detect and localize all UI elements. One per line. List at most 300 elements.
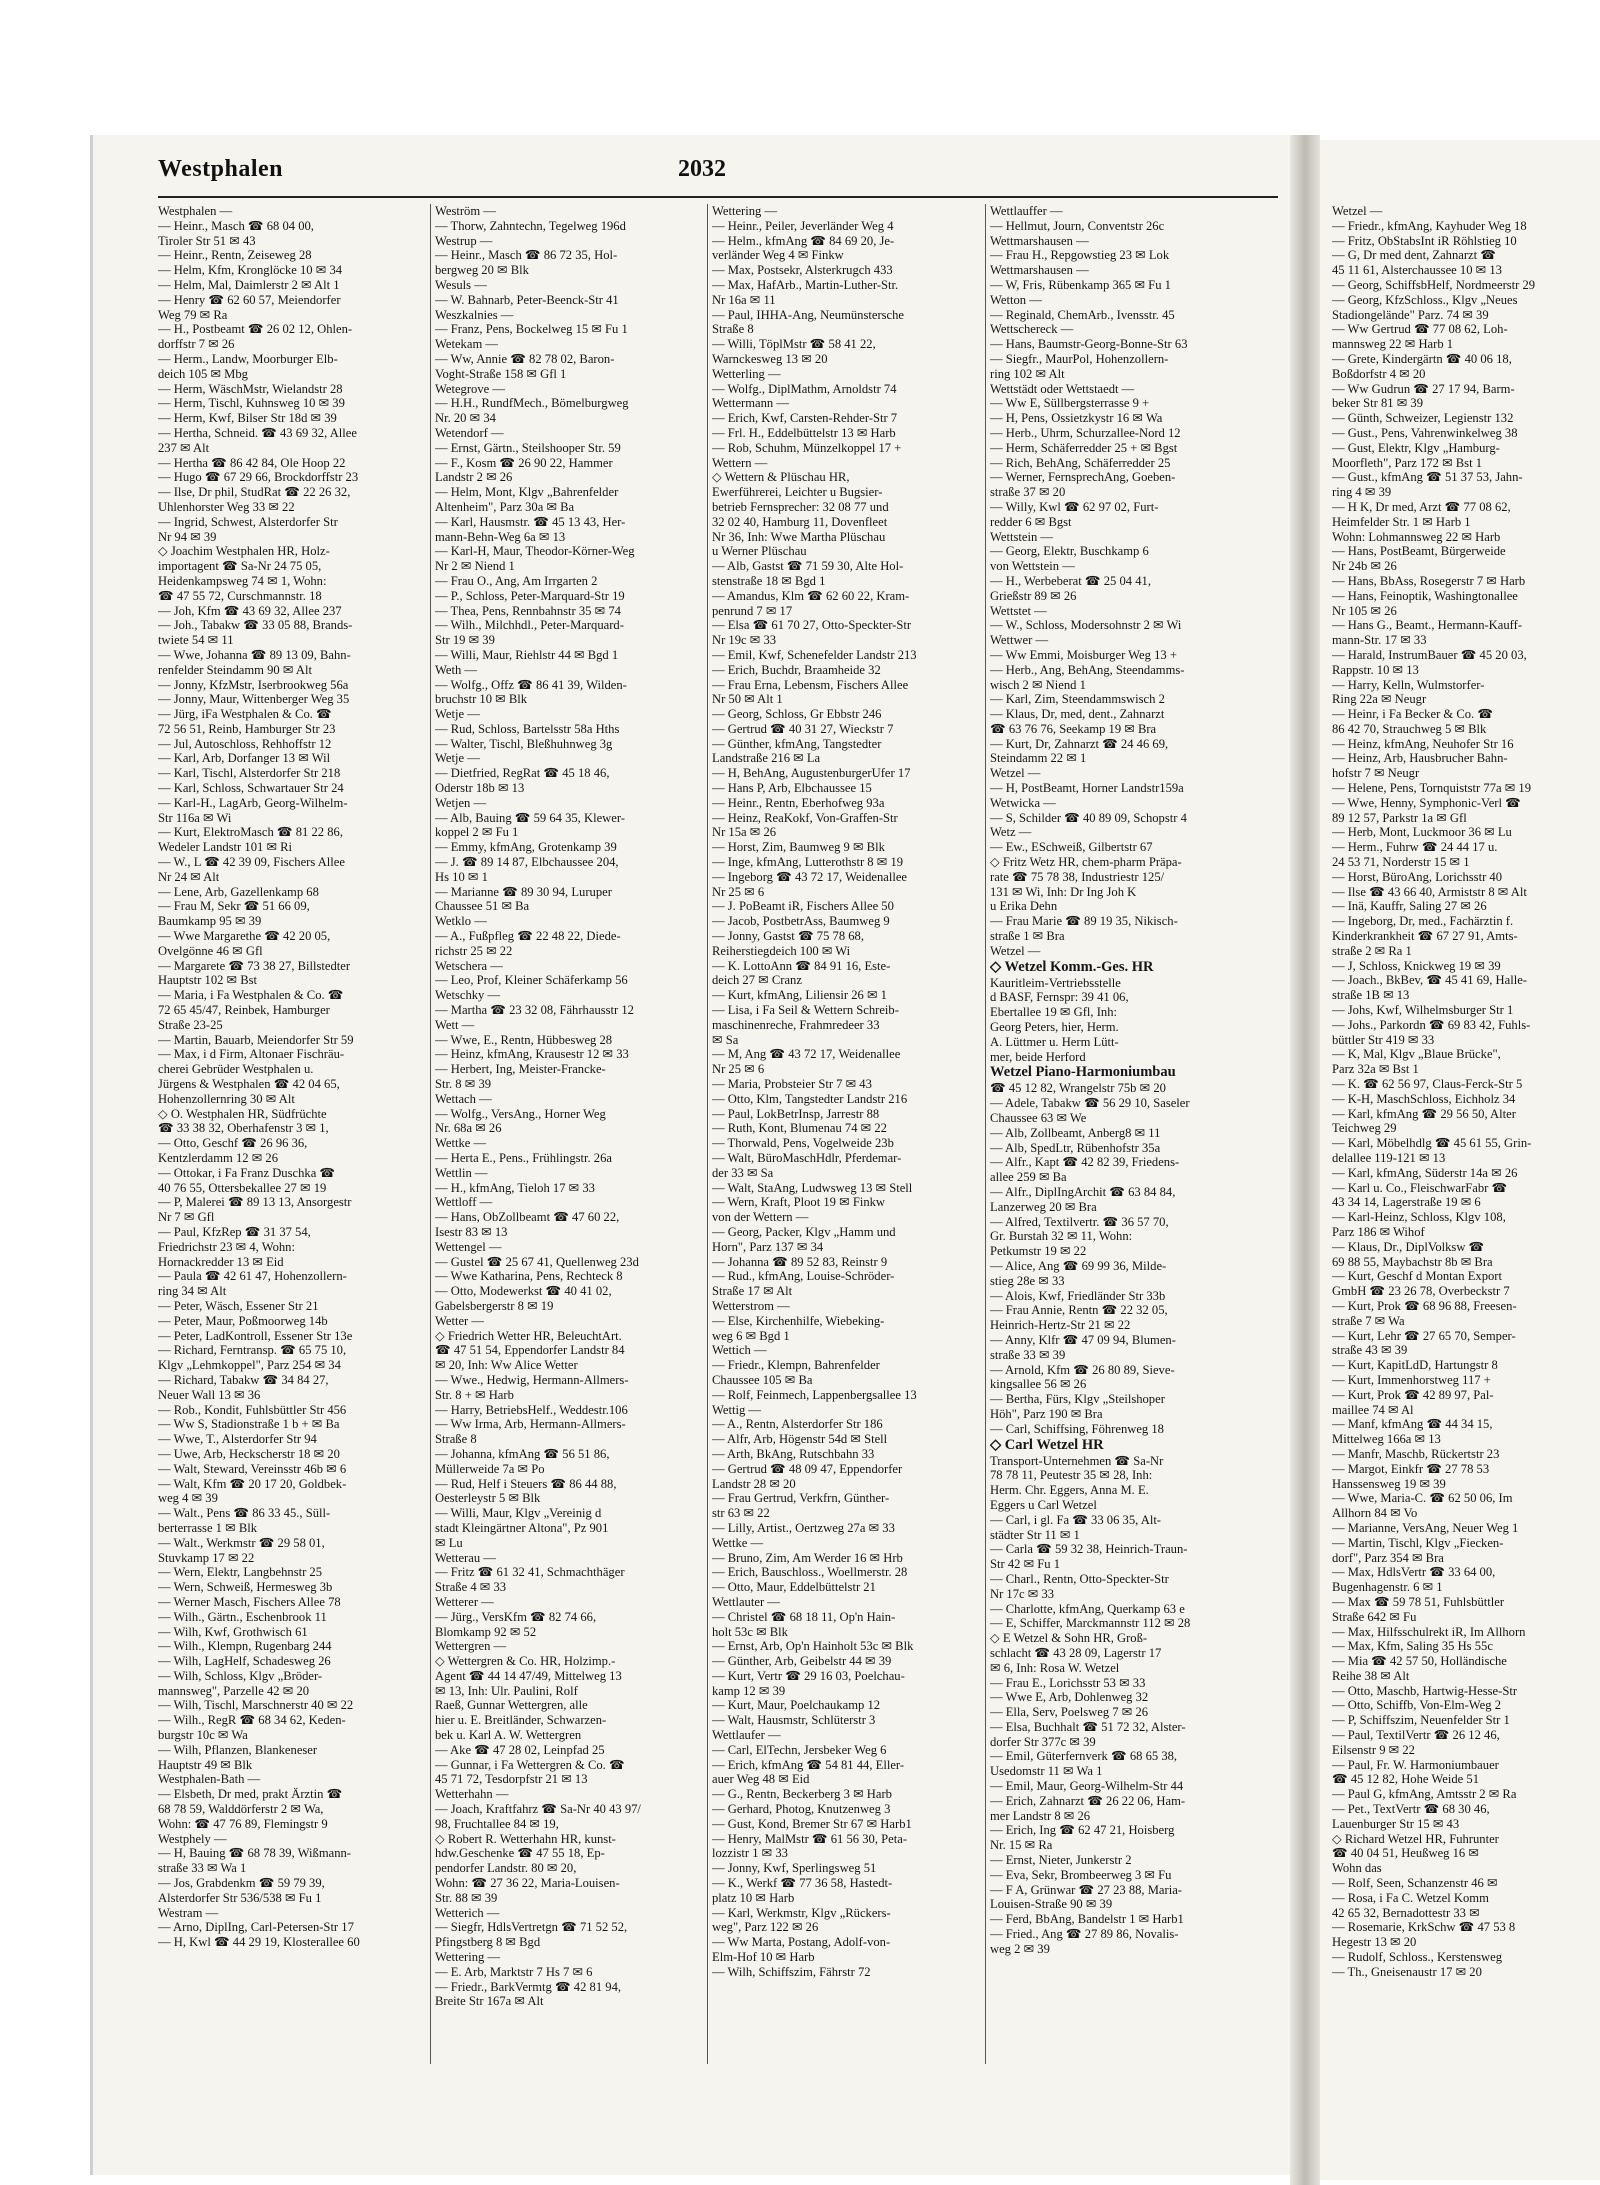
directory-entry-line: 42 65 32, Bernadottestr 33 ✉ bbox=[1332, 1905, 1480, 1920]
directory-entry-line: — Ww Gertrud ☎ 77 08 62, Loh- bbox=[1332, 322, 1508, 337]
directory-entry-line: mer Landstr 8 ✉ 26 bbox=[990, 1808, 1091, 1823]
directory-entry-line: — Ernst, Gärtn., Steilshooper Str. 59 bbox=[435, 440, 621, 455]
directory-entry-line: der 33 ✉ Sa bbox=[712, 1165, 774, 1180]
directory-entry-line: Boßdorfstr 4 ✉ 20 bbox=[1332, 366, 1426, 381]
directory-entry-line: — Ww, Annie ☎ 82 78 02, Baron- bbox=[435, 351, 615, 366]
directory-entry-line: ◇ O. Westphalen HR, Südfrüchte bbox=[158, 1106, 327, 1121]
directory-entry-line: Wetwicka — bbox=[990, 795, 1056, 810]
directory-entry-line: Landstr 28 ✉ 20 bbox=[712, 1476, 796, 1491]
directory-entry-line: — Rud, Helf i Steuers ☎ 86 44 88, bbox=[435, 1476, 617, 1491]
directory-entry-line: — Kurt, Lehr ☎ 27 65 70, Semper- bbox=[1332, 1328, 1516, 1343]
directory-entry-line: Agent ☎ 44 14 47/49, Mittelweg 13 bbox=[435, 1668, 622, 1683]
directory-entry-line: — Heinr., Rentn, Zeiseweg 28 bbox=[158, 248, 312, 263]
directory-entry-line: — Herm, Kwf, Bilser Str 18d ✉ 39 bbox=[158, 411, 337, 426]
directory-entry-line: — Werner Masch, Fischers Allee 78 bbox=[158, 1594, 341, 1609]
directory-entry-line: — Marianne, VersAng, Neuer Weg 1 bbox=[1332, 1520, 1519, 1535]
directory-entry-line: — Rudolf, Schloss., Kerstensweg bbox=[1332, 1950, 1503, 1965]
directory-entry-line: Wetzel — bbox=[990, 943, 1041, 958]
directory-entry-line: — Gunnar, i Fa Wettergren & Co. ☎ bbox=[435, 1757, 625, 1772]
directory-entry-line: — Max, Postsekr, Alsterkrugch 433 bbox=[712, 263, 893, 278]
directory-entry-line: weg 4 ✉ 39 bbox=[158, 1491, 218, 1506]
directory-entry-line: — Wilh, Kwf, Grothwisch 61 bbox=[158, 1624, 308, 1639]
directory-entry-line: Bugenhagenstr. 6 ✉ 1 bbox=[1332, 1580, 1443, 1595]
directory-entry-line: pendorfer Landstr. 80 ✉ 20, bbox=[435, 1861, 577, 1876]
directory-entry-line: — Margot, Einkfr ☎ 27 78 53 bbox=[1332, 1461, 1490, 1476]
directory-entry-line: auer Weg 48 ✉ Eid bbox=[712, 1772, 810, 1787]
directory-entry-line: — Maria, i Fa Westphalen & Co. ☎ bbox=[158, 988, 344, 1003]
directory-entry-line: Straße 8 bbox=[712, 322, 754, 337]
directory-entry-line: — Kurt, KapitLdD, Hartungstr 8 bbox=[1332, 1358, 1498, 1373]
directory-entry-line: — Walt, Kfm ☎ 20 17 20, Goldbek- bbox=[158, 1476, 347, 1491]
directory-entry-line: — Wwe, Maria-C. ☎ 62 50 06, Im bbox=[1332, 1491, 1513, 1506]
directory-entry-line: Hauptstr 49 ✉ Blk bbox=[158, 1757, 253, 1772]
directory-entry-line: burgstr 10c ✉ Wa bbox=[158, 1728, 248, 1743]
directory-entry-line: Nr 17c ✉ 33 bbox=[990, 1586, 1055, 1601]
directory-entry-line: — Max, i d Firm, Altonaer Fischräu- bbox=[158, 1047, 345, 1062]
directory-entry-line: Wetzel — bbox=[1332, 204, 1383, 218]
directory-entry-line: — Herbert, Ing, Meister-Francke- bbox=[435, 1062, 606, 1077]
directory-entry-line: Nr. 68a ✉ 26 bbox=[435, 1121, 502, 1136]
directory-entry-line: — Jacob, PostbetrAss, Baumweg 9 bbox=[712, 914, 890, 929]
directory-entry-line: stieg 28e ✉ 33 bbox=[990, 1273, 1065, 1288]
directory-entry-line: — Willy, Kwl ☎ 62 97 02, Furt- bbox=[990, 499, 1159, 514]
directory-entry-line: — Wwe, Johanna ☎ 89 13 09, Bahn- bbox=[158, 647, 351, 662]
directory-entry-line: — W., Schloss, Modersohnstr 2 ✉ Wi bbox=[990, 618, 1182, 633]
directory-entry-line: ☎ 40 04 51, Heußweg 16 ✉ bbox=[1332, 1846, 1479, 1861]
directory-entry-line: — Jürg., VersKfm ☎ 82 74 66, bbox=[435, 1609, 597, 1624]
directory-entry-line: berterrasse 1 ✉ Blk bbox=[158, 1520, 258, 1535]
directory-entry-line: — K., Werkf ☎ 77 36 58, Hastedt- bbox=[712, 1876, 893, 1891]
directory-entry-line: ◇ Friedrich Wetter HR, BeleuchtArt. bbox=[435, 1328, 622, 1343]
directory-entry-line: mann-Str. 17 ✉ 33 bbox=[1332, 633, 1427, 648]
directory-entry-line: — Wern, Elektr, Langbehnstr 25 bbox=[158, 1565, 323, 1580]
directory-entry-line: — Joh., Tabakw ☎ 33 05 88, Brands- bbox=[158, 618, 353, 633]
directory-entry-line: von Wettstein — bbox=[990, 559, 1075, 574]
directory-entry-line: 98, Fruchtallee 84 ✉ 19, bbox=[435, 1816, 559, 1831]
directory-entry-line: — Kurt, Vertr ☎ 29 16 03, Poelchau- bbox=[712, 1668, 905, 1683]
directory-entry-line: — Karl, Tischl, Alsterdorfer Str 218 bbox=[158, 766, 341, 781]
directory-entry-line: — Heinr., Rentn, Eberhofweg 93a bbox=[712, 795, 885, 810]
directory-entry-line: Wettengel — bbox=[435, 1239, 502, 1254]
directory-entry-line: — M, Ang ☎ 43 72 17, Weidenallee bbox=[712, 1047, 901, 1062]
directory-entry-line: dorffstr 7 ✉ 26 bbox=[158, 337, 235, 352]
directory-entry-line: — Wern, Schweiß, Hermesweg 3b bbox=[158, 1580, 333, 1595]
directory-entry-line: von der Wettern — bbox=[712, 1210, 809, 1225]
directory-entry-line: Wetendorf — bbox=[435, 425, 504, 440]
directory-entry-line: 45 11 61, Alsterchaussee 10 ✉ 13 bbox=[1332, 263, 1502, 278]
directory-entry-line: — H, Pens, Ossietzkystr 16 ✉ Wa bbox=[990, 411, 1163, 426]
directory-entry-line: — Klaus, Dr, med, dent., Zahnarzt bbox=[990, 707, 1165, 722]
directory-entry-line: Wettlin — bbox=[435, 1165, 488, 1180]
directory-entry-line: straße 33 ✉ Wa 1 bbox=[158, 1861, 247, 1876]
directory-entry-line: — Wilh, Pflanzen, Blankeneser bbox=[158, 1742, 318, 1757]
directory-entry-line: ring 102 ✉ Alt bbox=[990, 366, 1065, 381]
directory-entry-line: lozzistr 1 ✉ 33 bbox=[712, 1846, 788, 1861]
directory-entry-line: — Frau Erna, Lebensm, Fischers Allee bbox=[712, 677, 909, 692]
directory-entry-line: Ebertallee 19 ✉ Gfl, Inh: bbox=[990, 1005, 1118, 1020]
directory-entry-line: — Wilh., Gärtn., Eschenbrook 11 bbox=[158, 1609, 327, 1624]
directory-entry-line: Weth — bbox=[435, 662, 478, 677]
directory-entry-line: — Ww S, Stadionstraße 1 b + ✉ Ba bbox=[158, 1417, 340, 1432]
directory-entry-line: Str. 8 ✉ 39 bbox=[435, 1077, 492, 1092]
directory-entry-line: — Frau E., Lorichsstr 53 ✉ 33 bbox=[990, 1675, 1146, 1690]
directory-entry-line: büttler Str 419 ✉ 33 bbox=[1332, 1032, 1435, 1047]
directory-entry-line: Wettstein — bbox=[990, 529, 1053, 544]
directory-entry-line: — Lisa, i Fa Seil & Wettern Schreib- bbox=[712, 1003, 899, 1018]
directory-entry-line: — Georg, Packer, Klgv „Hamm und bbox=[712, 1224, 896, 1239]
directory-entry-line: Isestr 83 ✉ 13 bbox=[435, 1224, 508, 1239]
directory-entry-line: — Ilse ☎ 43 66 40, Armiststr 8 ✉ Alt bbox=[1332, 884, 1527, 899]
directory-entry-line: — Reginald, ChemArb., Ivensstr. 45 bbox=[990, 307, 1175, 322]
directory-entry-line: Landstr 2 ✉ 26 bbox=[435, 470, 513, 485]
directory-entry-line: Neuer Wall 13 ✉ 36 bbox=[158, 1387, 261, 1402]
directory-entry-line: straße 7 ✉ Wa bbox=[1332, 1313, 1405, 1328]
directory-entry-line: — Rolf, Seen, Schanzenstr 46 ✉ bbox=[1332, 1876, 1498, 1891]
directory-entry-line: — H., Postbeamt ☎ 26 02 12, Ohlen- bbox=[158, 322, 353, 337]
directory-entry-line: — Paul, TextilVertr ☎ 26 12 46, bbox=[1332, 1728, 1500, 1743]
directory-entry-line: Petkumstr 19 ✉ 22 bbox=[990, 1244, 1087, 1259]
directory-entry-line: Wetjen — bbox=[435, 795, 487, 810]
directory-entry-line: — Max ☎ 59 78 51, Fuhlsbüttler bbox=[1332, 1594, 1505, 1609]
directory-entry-line: — Rud, Schloss, Bartelsstr 58a Hths bbox=[435, 721, 620, 736]
directory-entry-line: weg 2 ✉ 39 bbox=[990, 1941, 1050, 1956]
directory-entry-line: — Elsa ☎ 61 70 27, Otto-Speckter-Str bbox=[712, 618, 912, 633]
directory-entry-line: — Karl, Werkmstr, Klgv „Rückers- bbox=[712, 1905, 891, 1920]
directory-entry-line: rate ☎ 75 78 38, Industriestr 125/ bbox=[990, 869, 1165, 884]
directory-entry-line: Wetegrove — bbox=[435, 381, 505, 396]
directory-entry-line: — Wwe Margarethe ☎ 42 20 05, bbox=[158, 929, 331, 944]
directory-entry-line: — Dietfried, RegRat ☎ 45 18 46, bbox=[435, 766, 610, 781]
directory-entry-line: 72 56 51, Reinb, Hamburger Str 23 bbox=[158, 721, 336, 736]
directory-entry-line: — Gust., Pens, Vahrenwinkelweg 38 bbox=[1332, 425, 1518, 440]
directory-entry-line: Müllerweide 7a ✉ Po bbox=[435, 1461, 545, 1476]
directory-entry-line: — F., Kosm ☎ 26 90 22, Hammer bbox=[435, 455, 613, 470]
directory-entry-line: — Martin, Bauarb, Meiendorfer Str 59 bbox=[158, 1032, 354, 1047]
directory-entry-line: — Erich, kfmAng ☎ 54 81 44, Eller- bbox=[712, 1757, 905, 1772]
directory-entry-line: Nr 36, Inh: Wwe Martha Plüschau bbox=[712, 529, 886, 544]
directory-entry-line: Oesterleystr 5 ✉ Blk bbox=[435, 1491, 541, 1506]
directory-entry-line: u Werner Plüschau bbox=[712, 544, 807, 559]
directory-entry-line: — Otto, Geschf ☎ 26 96 36, bbox=[158, 1136, 308, 1151]
directory-entry-line: — Walt, StaAng, Ludwsweg 13 ✉ Stell bbox=[712, 1180, 913, 1195]
directory-entry-line: — Kurt, Prok ☎ 68 96 88, Freesen- bbox=[1332, 1298, 1517, 1313]
directory-column-3 bbox=[712, 204, 982, 2064]
directory-entry-line: Landstraße 216 ✉ La bbox=[712, 751, 821, 766]
directory-entry-line: Wetter — bbox=[435, 1313, 484, 1328]
directory-entry-line: verländer Weg 4 ✉ Finkw bbox=[712, 248, 844, 263]
directory-entry-line: — Ella, Serv, Poelsweg 7 ✉ 26 bbox=[990, 1705, 1149, 1720]
directory-entry-line: — Hans, Baumstr-Georg-Bonne-Str 63 bbox=[990, 337, 1188, 352]
directory-entry-line: Rappstr. 10 ✉ 13 bbox=[1332, 662, 1419, 677]
directory-entry-line: — Jos, Grabdenkm ☎ 59 79 39, bbox=[158, 1876, 325, 1891]
directory-entry-line: Wettlauffer — bbox=[990, 204, 1063, 218]
directory-entry-line: — Gust., kfmAng ☎ 51 37 53, Jahn- bbox=[1332, 470, 1523, 485]
directory-entry-line: — Karl, Schloss, Schwartauer Str 24 bbox=[158, 781, 344, 796]
directory-entry-line: — Johs., Parkordn ☎ 69 83 42, Fuhls- bbox=[1332, 1017, 1531, 1032]
directory-entry-line: beker Str 81 ✉ 39 bbox=[1332, 396, 1423, 411]
directory-entry-line: Straße 23-25 bbox=[158, 1017, 223, 1032]
directory-entry-line: — Erich, Zahnarzt ☎ 26 22 06, Ham- bbox=[990, 1793, 1186, 1808]
directory-entry-line: bergweg 20 ✉ Blk bbox=[435, 263, 529, 278]
directory-entry-line: Horn", Parz 137 ✉ 34 bbox=[712, 1239, 824, 1254]
directory-entry-line: Allhorn 84 ✉ Vo bbox=[1332, 1506, 1418, 1521]
directory-entry-line: Wetje — bbox=[435, 751, 480, 766]
directory-entry-line: — Günther, Arb, Geibelstr 44 ✉ 39 bbox=[712, 1654, 892, 1669]
directory-entry-line: — Wwe, E., Rentn, Hübbesweg 28 bbox=[435, 1032, 613, 1047]
directory-entry-line: Weström — bbox=[435, 204, 496, 218]
directory-entry-line: Nr. 20 ✉ 34 bbox=[435, 411, 496, 426]
directory-entry-line: — Carla ☎ 59 32 38, Heinrich-Traun- bbox=[990, 1542, 1188, 1557]
directory-entry-line: Parz 186 ✉ Wihof bbox=[1332, 1224, 1425, 1239]
directory-entry-line: — Franz, Pens, Bockelweg 15 ✉ Fu 1 bbox=[435, 322, 628, 337]
page-header bbox=[158, 156, 1278, 196]
directory-entry-line: Mittelweg 166a ✉ 13 bbox=[1332, 1432, 1441, 1447]
directory-entry-line: — Ww Gudrun ☎ 27 17 94, Barm- bbox=[1332, 381, 1515, 396]
directory-entry-line: Weszkalnies — bbox=[435, 307, 514, 322]
directory-entry-line: — Lilly, Artist., Oertzweg 27a ✉ 33 bbox=[712, 1520, 895, 1535]
directory-entry-line: — Paul, KfzRep ☎ 31 37 54, bbox=[158, 1224, 311, 1239]
directory-entry-line: — H, Bauing ☎ 68 78 39, Wißmann- bbox=[158, 1846, 351, 1861]
directory-entry-line: 86 42 70, Strauchweg 5 ✉ Blk bbox=[1332, 721, 1487, 736]
directory-entry-line: — Joach, Kraftfahrz ☎ Sa-Nr 40 43 97/ bbox=[435, 1802, 641, 1817]
directory-entry-line: Wetzel — bbox=[990, 766, 1041, 781]
directory-entry-line: Lanzerweg 20 ✉ Bra bbox=[990, 1199, 1097, 1214]
directory-entry-line: wisch 2 ✉ Niend 1 bbox=[990, 677, 1086, 692]
directory-entry-line: platz 10 ✉ Harb bbox=[712, 1890, 795, 1905]
directory-entry-line: — Hertha ☎ 86 42 84, Ole Hoop 22 bbox=[158, 455, 346, 470]
directory-entry-line: deich 105 ✉ Mbg bbox=[158, 366, 248, 381]
directory-entry-line: — Leo, Prof, Kleiner Schäferkamp 56 bbox=[435, 973, 628, 988]
directory-entry-line: Str. 88 ✉ 39 bbox=[435, 1890, 498, 1905]
directory-entry-line: stenstraße 18 ✉ Bgd 1 bbox=[712, 573, 826, 588]
directory-entry-line: Wettstädt oder Wettstaedt — bbox=[990, 381, 1135, 396]
directory-entry-line: — Friedr., kfmAng, Kayhuder Weg 18 bbox=[1332, 218, 1527, 233]
directory-entry-line: Chaussee 51 ✉ Ba bbox=[435, 899, 530, 914]
directory-entry-line: redder 6 ✉ Bgst bbox=[990, 514, 1072, 529]
directory-entry-line: Wettich — bbox=[712, 1343, 767, 1358]
directory-entry-line: Wohn: ☎ 47 76 89, Flemingstr 9 bbox=[158, 1816, 328, 1831]
directory-entry-line: — Alfr., Kapt ☎ 42 82 39, Friedens- bbox=[990, 1155, 1180, 1170]
directory-entry-line: — Ww Emmi, Moisburger Weg 13 + bbox=[990, 647, 1177, 662]
directory-entry-line: ◇ Wettergren & Co. HR, Holzimp.- bbox=[435, 1654, 616, 1669]
directory-entry-line: — Erich, Ing ☎ 62 47 21, Hoisberg bbox=[990, 1823, 1175, 1838]
directory-entry-line: importagent ☎ Sa-Nr 24 75 05, bbox=[158, 559, 322, 574]
directory-entry-line: ◇ E Wetzel & Sohn HR, Groß- bbox=[990, 1631, 1148, 1646]
directory-entry-line: Hanssensweg 19 ✉ 39 bbox=[1332, 1476, 1446, 1491]
directory-entry-line: 32 02 40, Hamburg 11, Dovenfleet bbox=[712, 514, 888, 529]
directory-entry-line: — Hans, ObZollbeamt ☎ 47 60 22, bbox=[435, 1210, 620, 1225]
directory-entry-line: — Elsa, Buchhalt ☎ 51 72 32, Alster- bbox=[990, 1719, 1186, 1734]
directory-entry-line: Nr 2 ✉ Niend 1 bbox=[435, 559, 515, 574]
directory-entry-line: Straße 8 bbox=[435, 1432, 477, 1447]
directory-entry-line: — Herm, Schäferredder 25 + ✉ Bgst bbox=[990, 440, 1178, 455]
directory-entry-line: — Hans, BbAss, Rosegerstr 7 ✉ Harb bbox=[1332, 573, 1526, 588]
directory-entry-line: — Peter, Maur, Poßmoorweg 14b bbox=[158, 1313, 328, 1328]
directory-entry-line: dorfer Str 377c ✉ 39 bbox=[990, 1734, 1096, 1749]
directory-entry-line: — Carl, i gl. Fa ☎ 33 06 35, Alt- bbox=[990, 1512, 1162, 1527]
directory-entry-line: — Gust, Elektr, Klgv „Hamburg- bbox=[1332, 440, 1500, 455]
directory-entry-line: — Rosemarie, KrkSchw ☎ 47 53 8 bbox=[1332, 1920, 1516, 1935]
directory-entry-line: hofstr 7 ✉ Neugr bbox=[1332, 766, 1420, 781]
directory-entry-line: — Joh, Kfm ☎ 43 69 32, Allee 237 bbox=[158, 603, 342, 618]
directory-entry-line: — Pet., TextVertr ☎ 68 30 46, bbox=[1332, 1802, 1490, 1817]
directory-entry-line: Straße 4 ✉ 33 bbox=[435, 1580, 507, 1595]
directory-entry-line: — Wilh, LagHelf, Schadesweg 26 bbox=[158, 1654, 331, 1669]
directory-entry-line: bruchstr 10 ✉ Blk bbox=[435, 692, 528, 707]
directory-entry-line: Usedomstr 11 ✉ Wa 1 bbox=[990, 1764, 1103, 1779]
directory-entry-line: Kentzlerdamm 12 ✉ 26 bbox=[158, 1151, 279, 1165]
directory-entry-line: ☎ 47 51 54, Eppendorfer Landstr 84 bbox=[435, 1343, 625, 1358]
directory-entry-line: — Mia ☎ 42 57 50, Holländische bbox=[1332, 1654, 1507, 1669]
directory-entry-line: — Willi, Maur, Klgv „Vereinig d bbox=[435, 1506, 602, 1521]
directory-entry-line: — Rud., kfmAng, Louise-Schröder- bbox=[712, 1269, 895, 1284]
directory-entry-line: ☎ 45 12 82, Wrangelstr 75b ✉ 20 bbox=[990, 1081, 1166, 1096]
directory-entry-line: — Wwe., Hedwig, Hermann-Allmers- bbox=[435, 1372, 629, 1387]
directory-entry-line: — Erich, Kwf, Carsten-Rehder-Str 7 bbox=[712, 411, 898, 426]
directory-entry-line: — Karl-H., LagArb, Georg-Wilhelm- bbox=[158, 795, 348, 810]
directory-entry-line: — Heinz, kfmAng, Neuhofer Str 16 bbox=[1332, 736, 1514, 751]
directory-entry-line: Alsterdorfer Str 536/538 ✉ Fu 1 bbox=[158, 1890, 322, 1905]
column-divider bbox=[985, 204, 986, 2064]
directory-entry-line: — Martha ☎ 23 32 08, Fährhausstr 12 bbox=[435, 1003, 634, 1018]
directory-entry-line: — Ingeborg ☎ 43 72 17, Weidenallee bbox=[712, 869, 908, 884]
directory-entry-line: Pfingstberg 8 ✉ Bgd bbox=[435, 1935, 541, 1950]
directory-entry-line: Nr 15a ✉ 26 bbox=[712, 825, 777, 840]
directory-entry-line: — Inge, kfmAng, Lutterothstr 8 ✉ 19 bbox=[712, 855, 904, 870]
directory-entry-line: — Henry ☎ 62 60 57, Meiendorfer bbox=[158, 292, 341, 307]
directory-entry-line: — J. PoBeamt iR, Fischers Allee 50 bbox=[712, 899, 894, 914]
directory-entry-line: — K, Mal, Klgv „Blaue Brücke", bbox=[1332, 1047, 1501, 1062]
directory-entry-line: — Paul, LokBetrInsp, Jarrestr 88 bbox=[712, 1106, 880, 1121]
directory-entry-line: Altenheim", Parz 30a ✉ Ba bbox=[435, 499, 575, 514]
directory-entry-line: — Christel ☎ 68 18 11, Op'n Hain- bbox=[712, 1609, 896, 1624]
directory-entry-line: — Frau O., Ang, Am Irrgarten 2 bbox=[435, 573, 598, 588]
directory-entry-line: Wettlaufer — bbox=[712, 1728, 781, 1743]
directory-entry-line: Herm. Chr. Eggers, Anna M. E. bbox=[990, 1483, 1149, 1498]
directory-entry-line: — Helm., kfmAng ☎ 84 69 20, Je- bbox=[712, 233, 895, 248]
directory-entry-line: — Ernst, Arb, Op'n Hainholt 53c ✉ Blk bbox=[712, 1639, 914, 1654]
directory-entry-line: Wohn: Lohmannsweg 22 ✉ Harb bbox=[1332, 529, 1501, 544]
directory-entry-line: — E, Schiffer, Marckmannstr 112 ✉ 28 bbox=[990, 1616, 1191, 1631]
directory-entry-line: Jürgens & Westphalen ☎ 42 04 65, bbox=[158, 1077, 340, 1092]
directory-entry-line: Chaussee 63 ✉ We bbox=[990, 1111, 1087, 1126]
directory-entry-line: — Walt, Steward, Vereinsstr 46b ✉ 6 bbox=[158, 1461, 347, 1476]
directory-entry-line: mannsweg 22 ✉ Harb 1 bbox=[1332, 337, 1454, 352]
directory-entry-line: — E. Arb, Marktstr 7 Hs 7 ✉ 6 bbox=[435, 1964, 593, 1979]
directory-entry-line: — Fritz ☎ 61 32 41, Schmachthäger bbox=[435, 1565, 625, 1580]
directory-entry-line: ✉ Lu bbox=[435, 1535, 463, 1550]
directory-entry-line: Gr. Burstah 32 ✉ 11, Wohn: bbox=[990, 1229, 1133, 1244]
directory-entry-line: ☎ 45 12 82, Hohe Weide 51 bbox=[1332, 1772, 1480, 1787]
directory-entry-line: Wettering — bbox=[712, 204, 778, 218]
directory-column-1 bbox=[158, 204, 428, 2064]
directory-entry-line: — Günther, kfmAng, Tangstedter bbox=[712, 736, 882, 751]
directory-entry-line: — Alb, Gastst ☎ 71 59 30, Alte Hol- bbox=[712, 559, 904, 574]
directory-entry-line: Hs 10 ✉ 1 bbox=[435, 869, 488, 884]
directory-entry-line: Breite Str 167a ✉ Alt bbox=[435, 1994, 544, 2009]
directory-entry-line: — A., Rentn, Alsterdorfer Str 186 bbox=[712, 1417, 883, 1432]
directory-entry-line: maschinenreche, Frahmredeer 33 bbox=[712, 1017, 880, 1032]
directory-entry-line: Nr 25 ✉ 6 bbox=[712, 884, 765, 899]
directory-entry-line: — Ruth, Kont, Blumenau 74 ✉ 22 bbox=[712, 1121, 887, 1136]
directory-entry-line: — Joach., BkBev, ☎ 45 41 69, Halle- bbox=[1332, 973, 1527, 988]
directory-entry-line: — Hugo ☎ 67 29 66, Brockdorffstr 23 bbox=[158, 470, 359, 485]
directory-entry-line: Wetton — bbox=[990, 292, 1042, 307]
directory-entry-line: Wettmarshausen — bbox=[990, 263, 1089, 278]
page-number: 2032 bbox=[678, 156, 726, 182]
directory-entry-line: Nr 94 ✉ 39 bbox=[158, 529, 217, 544]
directory-entry-line: ◇ Richard Wetzel HR, Fuhrunter bbox=[1332, 1831, 1499, 1846]
directory-entry-line: allee 259 ✉ Ba bbox=[990, 1170, 1067, 1185]
directory-entry-line: 24 53 71, Norderstr 15 ✉ 1 bbox=[1332, 855, 1470, 870]
directory-entry-line: — Frl. H., Eddelbüttelstr 13 ✉ Harb bbox=[712, 425, 896, 440]
directory-entry-line: — Herb., Ang, BehAng, Steendamms- bbox=[990, 662, 1185, 677]
directory-entry-line: Heinrich-Hertz-Str 21 ✉ 22 bbox=[990, 1318, 1131, 1333]
directory-entry-line: mer, beide Herford bbox=[990, 1049, 1086, 1064]
directory-entry-line: — Siegfr, HdlsVertretgn ☎ 71 52 52, bbox=[435, 1920, 628, 1935]
directory-entry-line: — G, Dr med dent, Zahnarzt ☎ bbox=[1332, 248, 1496, 263]
directory-entry-line: — W, Fris, Rübenkamp 365 ✉ Fu 1 bbox=[990, 277, 1171, 292]
directory-entry-line: weg 6 ✉ Bgd 1 bbox=[712, 1328, 790, 1343]
directory-entry-line: str 63 ✉ 22 bbox=[712, 1506, 770, 1521]
directory-entry-line: — Th., Gneisenaustr 17 ✉ 20 bbox=[1332, 1964, 1482, 1979]
directory-entry-line: städter Str 11 ✉ 1 bbox=[990, 1527, 1080, 1542]
directory-entry-line: — Kurt, Maur, Poelchaukamp 12 bbox=[712, 1698, 881, 1713]
directory-entry-line: — Herm., Landw, Moorburger Elb- bbox=[158, 351, 338, 366]
directory-entry-line: Uhlenhorster Weg 33 ✉ 22 bbox=[158, 499, 295, 514]
directory-entry-line: Wettmarshausen — bbox=[990, 233, 1089, 248]
directory-entry-line: — Wwe E, Arb, Dohlenweg 32 bbox=[990, 1690, 1149, 1705]
directory-entry-line: koppel 2 ✉ Fu 1 bbox=[435, 825, 519, 840]
directory-entry-line: — Richard, Ferntransp. ☎ 65 75 10, bbox=[158, 1343, 347, 1358]
directory-entry-line: — Martin, Tischl, Klgv „Fiecken- bbox=[1332, 1535, 1504, 1550]
directory-entry-line: — Gerhard, Photog, Knutzenweg 3 bbox=[712, 1802, 891, 1817]
directory-entry-line: Ovelgönne 46 ✉ Gfl bbox=[158, 943, 263, 958]
directory-entry-line: — Johanna, kfmAng ☎ 56 51 86, bbox=[435, 1446, 610, 1461]
directory-entry-line: — Alb, Zollbeamt, Anberg8 ✉ 11 bbox=[990, 1125, 1161, 1140]
directory-entry-line: Wettke — bbox=[712, 1535, 764, 1550]
directory-entry-line: 89 12 57, Parkstr 1a ✉ Gfl bbox=[1332, 810, 1467, 825]
directory-entry-line: — W., L ☎ 42 39 09, Fischers Allee bbox=[158, 855, 345, 870]
directory-entry-line: Wettach — bbox=[435, 1091, 492, 1106]
directory-entry-line: Chaussee 105 ✉ Ba bbox=[712, 1372, 813, 1387]
directory-entry-line: Hegestr 13 ✉ 20 bbox=[1332, 1935, 1417, 1950]
directory-entry-line: Weg 79 ✉ Ra bbox=[158, 307, 228, 322]
directory-entry-line: — Emil, Kwf, Schenefelder Landstr 213 bbox=[712, 647, 917, 662]
directory-entry-line: — Ernst, Nieter, Junkerstr 2 bbox=[990, 1853, 1132, 1868]
directory-entry-line: — Friedr., Klempn, Bahrenfelder bbox=[712, 1358, 880, 1373]
directory-entry-line: — Karl, kfmAng ☎ 29 56 50, Alter bbox=[1332, 1106, 1516, 1121]
directory-entry-line: Nr 24b ✉ 26 bbox=[1332, 559, 1397, 574]
directory-entry-line: — K. ☎ 62 56 97, Claus-Ferck-Str 5 bbox=[1332, 1077, 1523, 1092]
directory-entry-line: — Hans P, Arb, Elbchaussee 15 bbox=[712, 781, 872, 796]
directory-entry-line: — Ew., ESchweiß, Gilbertstr 67 bbox=[990, 840, 1153, 855]
directory-entry-line: Wettstet — bbox=[990, 603, 1047, 618]
directory-entry-line: Wettke — bbox=[435, 1136, 487, 1151]
directory-entry-line: — Herb, Mont, Luckmoor 36 ✉ Lu bbox=[1332, 825, 1512, 840]
directory-entry-line: — Frau Annie, Rentn ☎ 22 32 05, bbox=[990, 1303, 1168, 1318]
directory-entry-line: — Bruno, Zim, Am Werder 16 ✉ Hrb bbox=[712, 1550, 903, 1565]
directory-entry-line: — Kurt, Prok ☎ 42 89 97, Pal- bbox=[1332, 1387, 1494, 1402]
directory-entry-line: Westram — bbox=[158, 1905, 219, 1920]
directory-entry-line: — Kurt, Dr, Zahnarzt ☎ 24 46 69, bbox=[990, 736, 1169, 751]
directory-entry-line: — Heinr., Masch ☎ 68 04 00, bbox=[158, 218, 314, 233]
directory-entry-line: penrund 7 ✉ 17 bbox=[712, 603, 793, 618]
directory-entry-line: — Otto, Schiffb, Von-Elm-Weg 2 bbox=[1332, 1698, 1501, 1713]
directory-entry-line: Str 19 ✉ 39 bbox=[435, 633, 495, 648]
directory-entry-line: ◇ Wetzel Komm.-Ges. HR bbox=[990, 958, 1154, 975]
directory-entry-line: — Peter, LadKontroll, Essener Str 13e bbox=[158, 1328, 353, 1343]
